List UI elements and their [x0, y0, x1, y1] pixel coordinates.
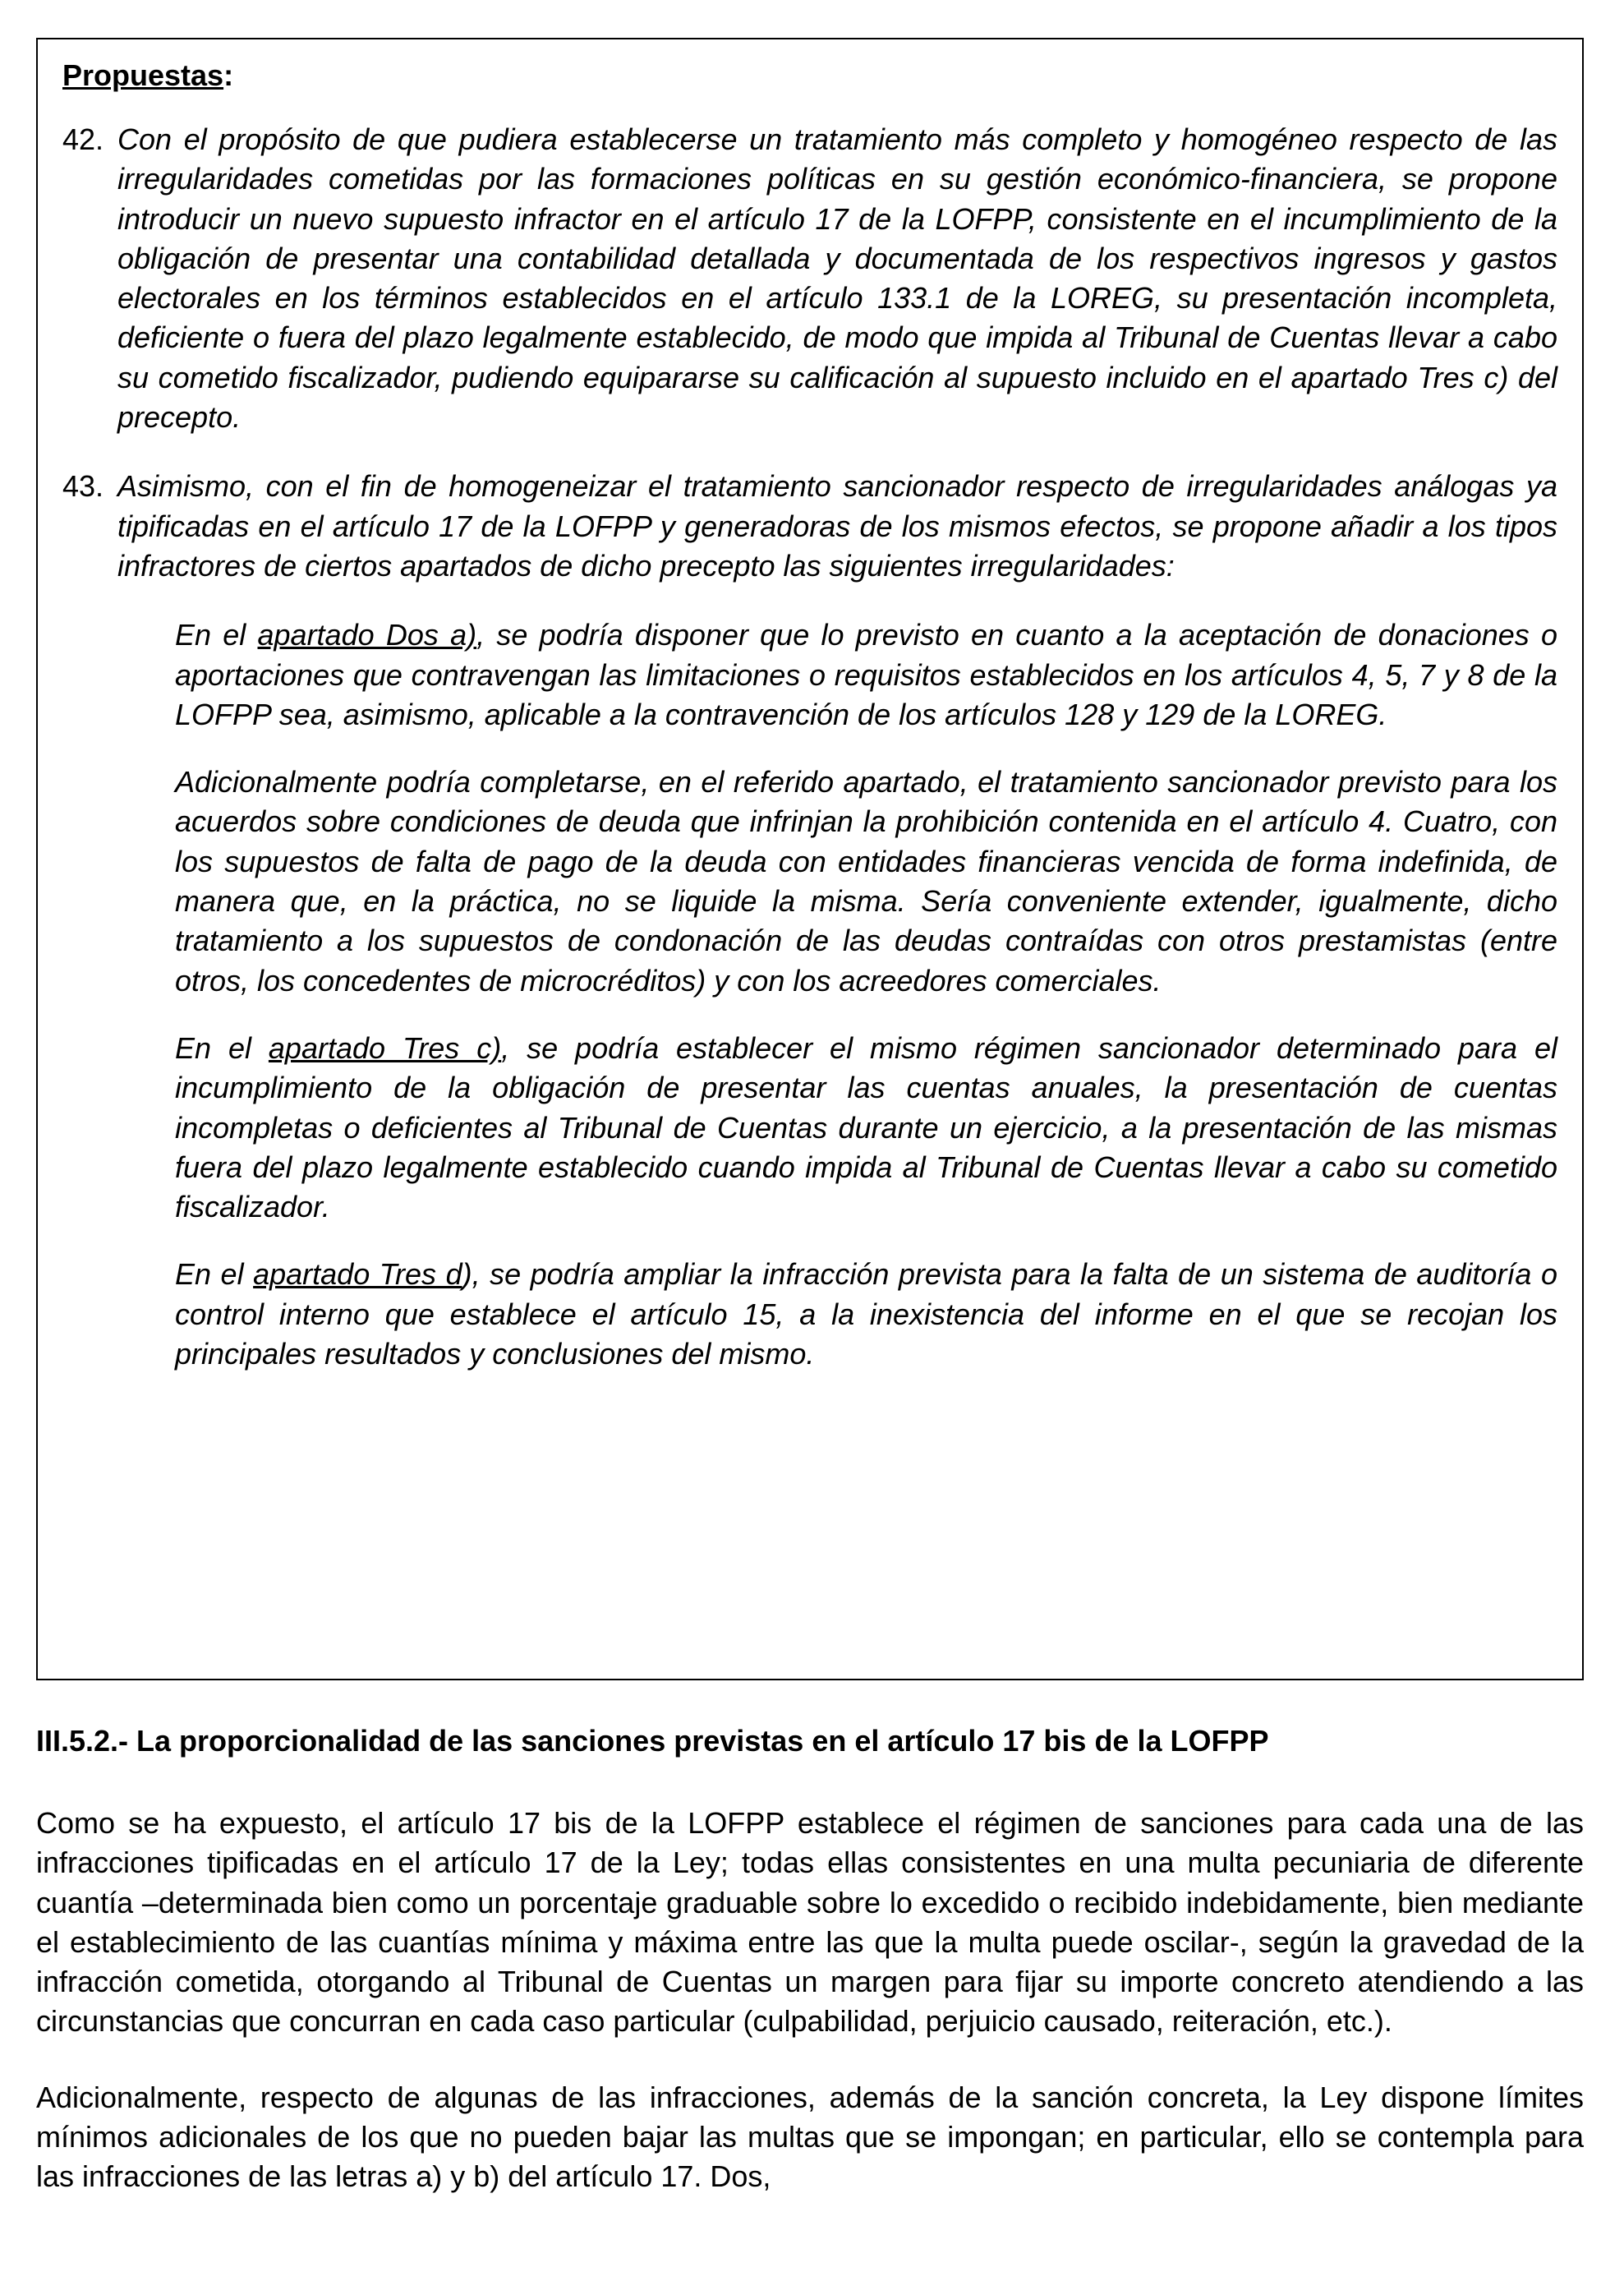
proposal-43 [62, 467, 1557, 586]
proposal-text: Asimismo, con el fin de homogeneizar el tratamiento sancionador respecto de irregularidades análogas ya tipificadas en el artículo 17 de la LOFPP y generadoras de los mismos efectos, se propone añadir a los tipos infractores de ciertos apartados de dicho precepto las siguientes irregularidades: [117, 469, 1557, 583]
subparagraph-text: ), se podría ampliar la infracción prevista para la falta de un sistema de auditoría o control interno que establece el artículo 15, a la inexistencia del informe en el que se recojan los principales resultados y conclusiones del mismo. [175, 1257, 1557, 1371]
subparagraph-apartado-tres-c [175, 1029, 1557, 1227]
subparagraph-text: , se podría establecer el mismo régimen sancionador determinado para el incumplimiento de la obligación de presentar las cuentas anuales, la presentación de cuentas incompletas o deficientes al Tribunal de Cuentas durante un ejercicio, a la presentación de las mismas fuera del plazo legalmente establecido cuando impida al Tribunal de Cuentas llevar a cabo su cometido fiscalizador. [175, 1030, 1557, 1224]
proposal-number: 43. [62, 469, 104, 504]
body-paragraph: Adicionalmente, respecto de algunas de las infracciones, además de la sanción concreta, la Ley dispone límites mínimos adicionales de los que no pueden bajar las multas que se impongan; en particular, ello se contempla para las infracciones de las letras a) y b) del artículo 17. Dos, [36, 2080, 1584, 2194]
proposals-box [36, 38, 1584, 1680]
proposals-heading-text: Propuestas [62, 58, 224, 92]
subparagraph-apartado-tres-d [175, 1255, 1557, 1374]
subparagraph-text: , se podría disponer que lo previsto en cuanto a la aceptación de donaciones o aportaciones que contravengan las limitaciones o requisitos establecidos en los artículos 4, 5, 7 y 8 de la LOFPP sea, asimismo, aplicable a la contravención de los artículos 128 y 129 de la LOREG. [175, 618, 1558, 731]
proposals-heading-colon: : [223, 58, 234, 92]
apartado-tres-d-reference: apartado Tres d [253, 1257, 462, 1292]
proposal-42 [62, 120, 1557, 437]
proposal-text: Con el propósito de que pudiera establecerse un tratamiento más completo y homogéneo respecto de las irregularidades cometidas por las formaciones políticas en su gestión económico-financiera, se propone introducir un nuevo supuesto infractor en el artículo 17 de la LOFPP, consistente en el incumplimiento de la obligación de presentar una contabilidad detallada y documentada de los respectivos ingresos y gastos electorales en los términos establecidos en el artículo 133.1 de la LOREG, su presentación incompleta, deficiente o fuera del plazo legalmente establecido, de modo que impida al Tribunal de Cuentas llevar a cabo su cometido fiscalizador, pudiendo equipararse su calificación al supuesto incluido en el apartado Tres c) del precepto. [117, 122, 1557, 435]
body-paragraph: Como se ha expuesto, el artículo 17 bis de la LOFPP establece el régimen de sanciones para cada una de las infracciones tipificadas en el artículo 17 de la Ley; todas ellas consistentes en una multa pecuniaria de diferente cuantía –determinada bien como un porcentaje graduable sobre lo excedido o recibido indebidamente, bien mediante el establecimiento de las cuantías mínima y máxima entre las que la multa puede oscilar-, según la gravedad de la infracción cometida, otorgando al Tribunal de Cuentas un margen para fijar su importe concreto atendiendo a las circunstancias que concurran en cada caso particular (culpabilidad, perjuicio causado, reiteración, etc.). [36, 1806, 1584, 2039]
proposals-heading [62, 54, 1557, 97]
document-page [36, 38, 1584, 2233]
subparagraph-adicionalmente [175, 763, 1557, 1001]
proposal-number: 42. [62, 122, 104, 156]
apartado-tres-c-reference: apartado Tres c) [268, 1030, 502, 1065]
subparagraph-prefix: En el [175, 618, 258, 652]
subparagraph-prefix: En el [175, 1030, 269, 1065]
subparagraph-text: Adicionalmente podría completarse, en el referido apartado, el tratamiento sancionador previsto para los acuerdos sobre condiciones de deuda que infrinjan la prohibición contenida en el artículo 4. Cuatro, con los supuestos de falta de pago de la deuda con entidades financieras vencida de forma indefinida, de manera que, en la práctica, no se liquide la misma. Sería conveniente extender, igualmente, dicho tratamiento a los supuestos de condonación de las deudas contraídas con otros prestamistas (entre otros, los concedentes de microcréditos) y con los acreedores comerciales. [175, 765, 1557, 998]
section-heading: III.5.2.- La proporcionalidad de las sanciones previstas en el artículo 17 bis de la LOFPP [36, 1724, 1269, 1758]
apartado-dos-a-reference: apartado Dos a) [257, 618, 477, 652]
subparagraph-apartado-dos-a [175, 615, 1557, 735]
subparagraph-prefix: En el [175, 1257, 254, 1292]
